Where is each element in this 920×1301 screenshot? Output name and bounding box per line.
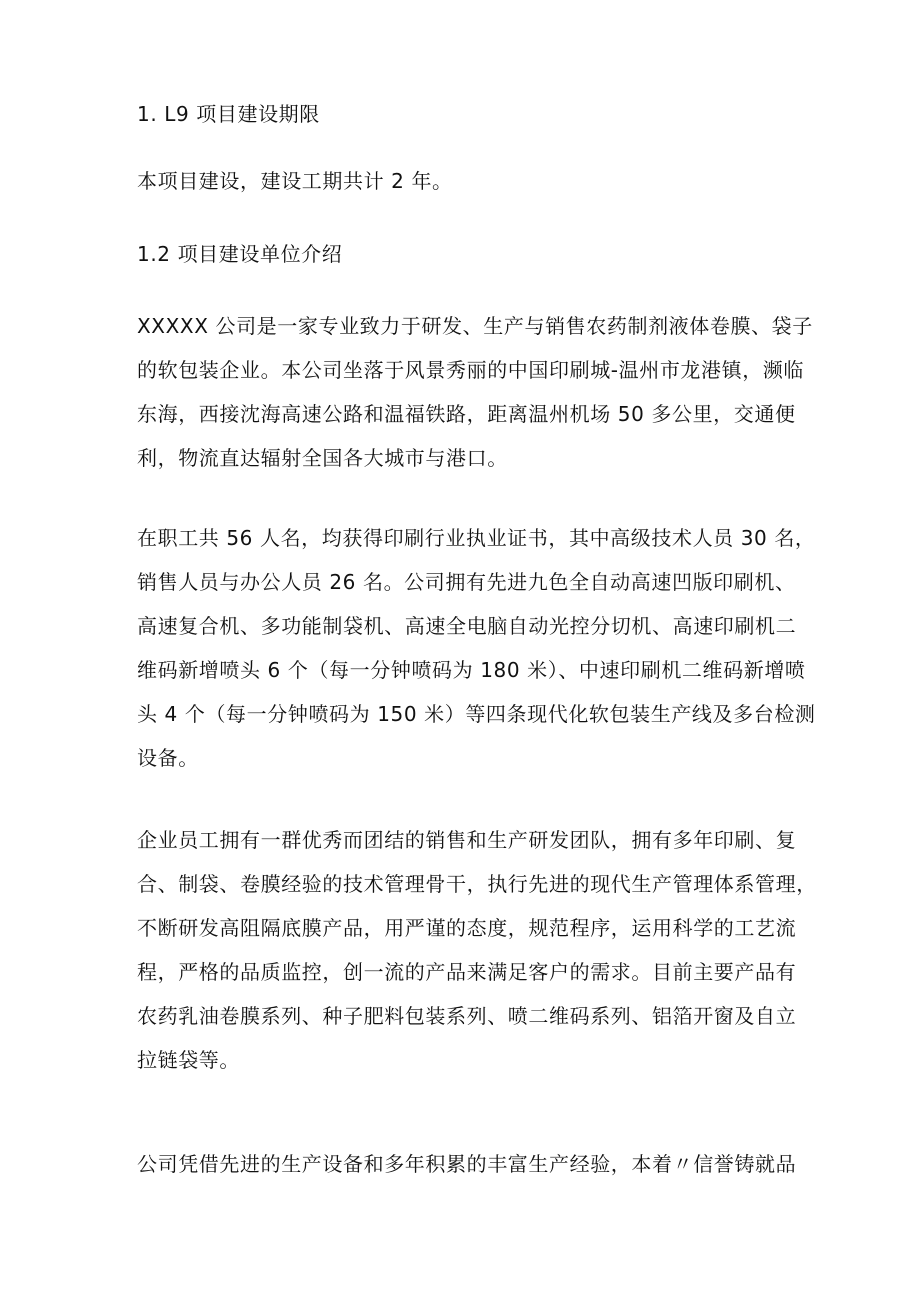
paragraph-line: 在职工共 56 人名，均获得印刷行业执业证书，其中高级技术人员 30 名， bbox=[137, 526, 816, 550]
paragraph-line: 高速复合机、多功能制袋机、高速全电脑自动光控分切机、高速印刷机二 bbox=[137, 614, 797, 638]
paragraph-line: 利，物流直达辐射全国各大城市与港口。 bbox=[137, 446, 508, 470]
paragraph-line: XXXXX 公司是一家专业致力于研发、生产与销售农药制剂液体卷膜、袋子 bbox=[137, 314, 813, 338]
paragraph-line: 设备。 bbox=[137, 746, 199, 770]
section-heading-1-9: 1. L9 项目建设期限 bbox=[137, 102, 320, 126]
paragraph-line: 头 4 个（每一分钟喷码为 150 米）等四条现代化软包装生产线及多台检测 bbox=[137, 702, 816, 726]
paragraph-construction-period: 本项目建设，建设工期共计 2 年。 bbox=[137, 169, 453, 193]
paragraph-line: 企业员工拥有一群优秀而团结的销售和生产研发团队，拥有多年印刷、复 bbox=[137, 828, 797, 852]
paragraph-line: 维码新增喷头 6 个（每一分钟喷码为 180 米）、中速印刷机二维码新增喷 bbox=[137, 658, 806, 682]
paragraph-line: 销售人员与办公人员 26 名。公司拥有先进九色全自动高速凹版印刷机、 bbox=[137, 570, 796, 594]
paragraph-line: 农药乳油卷膜系列、种子肥料包装系列、喷二维码系列、铝箔开窗及自立 bbox=[137, 1004, 797, 1028]
paragraph-line: 的软包装企业。本公司坐落于风景秀丽的中国印刷城-温州市龙港镇，濒临 bbox=[137, 358, 805, 382]
section-heading-1-2: 1.2 项目建设单位介绍 bbox=[137, 242, 343, 266]
paragraph-line: 程，严格的品质监控，创一流的产品来满足客户的需求。目前主要产品有 bbox=[137, 960, 797, 984]
paragraph-line: 不断研发高阻隔底膜产品，用严谨的态度，规范程序，运用科学的工艺流 bbox=[137, 916, 797, 940]
paragraph-line: 合、制袋、卷膜经验的技术管理骨干，执行先进的现代生产管理体系管理， bbox=[137, 872, 817, 896]
paragraph-line: 拉链袋等。 bbox=[137, 1048, 240, 1072]
paragraph-line: 公司凭借先进的生产设备和多年积累的丰富生产经验，本着〃信誉铸就品 bbox=[137, 1152, 797, 1176]
paragraph-line: 东海，西接沈海高速公路和温福铁路，距离温州机场 50 多公里，交通便 bbox=[137, 402, 796, 426]
